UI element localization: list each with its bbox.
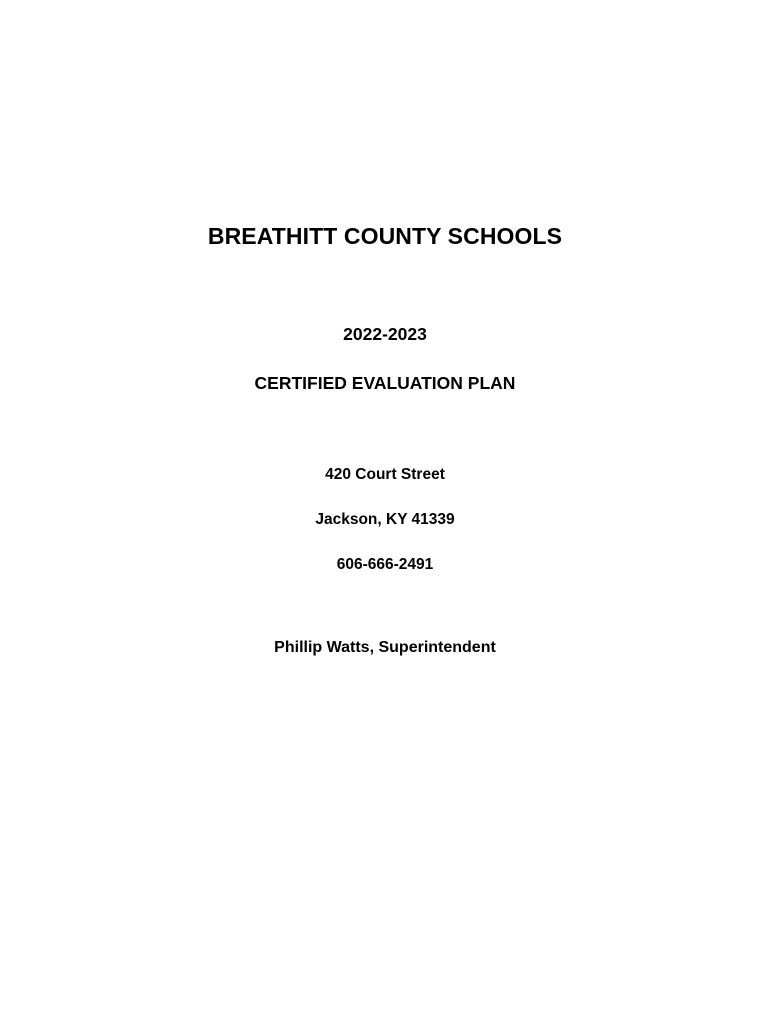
superintendent-name: Phillip Watts, Superintendent [274,639,496,656]
phone-number: 606-666-2491 [336,556,434,573]
plan-title: CERTIFIED EVALUATION PLAN [254,373,516,393]
school-year: 2022-2023 [343,324,427,344]
address-city: Jackson, KY 41339 [315,511,455,528]
district-title: BREATHITT COUNTY SCHOOLS [207,223,563,249]
address-street: 420 Court Street [325,466,445,483]
